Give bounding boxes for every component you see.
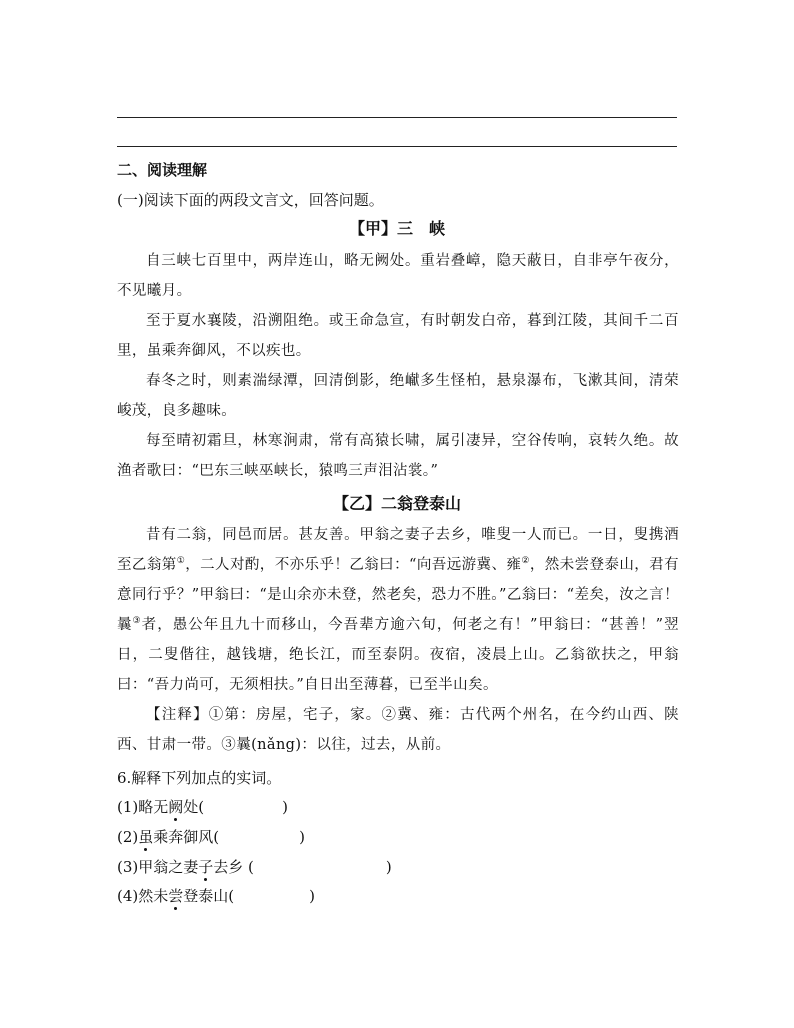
- passage-b-text-3: ，然未尝登泰山，君有意同行乎？”甲翁曰：“是山余亦未登，然老矣，恐力不胜。”乙翁曰：“差矣，汝之言！曩: [117, 557, 680, 633]
- item-text: 然未: [138, 887, 169, 905]
- section-heading: 二、阅读理解: [117, 161, 208, 179]
- note-mark-2: ②: [521, 556, 530, 567]
- item-text: 处(: [183, 798, 205, 816]
- question-item-1: [117, 797, 288, 817]
- item-text: 去乡 (: [213, 858, 254, 876]
- passage-b-paragraph: [117, 520, 679, 700]
- item-number: (3): [117, 858, 139, 876]
- question-item-2: [117, 827, 305, 847]
- passage-b-text-1: 昔有二翁，同邑而居。甚友善。甲翁之妻子去乡，唯叟一人而已。一日，叟携酒至乙翁第: [117, 527, 679, 573]
- item-text: 登泰山(: [183, 887, 235, 905]
- passage-b-title: 【乙】二翁登泰山: [332, 494, 461, 513]
- passage-a-paragraph-2: 至于夏水襄陵，沿溯阻绝。或王命急宣，有时朝发白帝，暮到江陵，其间千二百里，虽乘奔御风，不以疾也。: [117, 313, 679, 359]
- question-item-4: [117, 886, 315, 906]
- passage-a-paragraph-4: 每至晴初霜旦，林寒涧肃，常有高猿长啸，属引凄异，空谷传响，哀转久绝。故渔者歌曰：“巴东三峡巫峡长，猿鸣三声泪沾裳。”: [117, 433, 679, 479]
- item-close-paren: ): [299, 828, 305, 846]
- item-text: 乘奔御风(: [153, 828, 220, 846]
- dotted-word: 尝: [168, 887, 184, 905]
- answer-line-2: [117, 146, 677, 147]
- item-text: 略无: [138, 798, 169, 816]
- passage-b-body: [117, 520, 679, 760]
- passage-a-paragraph-3: 春冬之时，则素湍绿潭，回清倒影，绝𪩘多生怪柏，悬泉瀑布，飞漱其间，清荣峻茂，良多趣味。: [117, 373, 679, 419]
- instruction: (一)阅读下面的两段文言文，回答问题。: [117, 191, 384, 209]
- item-close-paren: ): [309, 887, 315, 905]
- passage-a-body: [117, 246, 679, 486]
- item-number: (2): [117, 828, 139, 846]
- item-number: (1): [117, 798, 139, 816]
- answer-line-1: [117, 117, 677, 118]
- item-close-paren: ): [385, 858, 392, 876]
- passage-b-text-2: ，二人对酌，不亦乐乎！乙翁曰：“向吾远游冀、雍: [185, 557, 522, 573]
- dotted-word: 子: [198, 858, 214, 876]
- item-text: 甲翁之妻: [138, 858, 199, 876]
- annotation-notes: 【注释】①第：房屋，宅子，家。②冀、雍：古代两个州名，在今约山西、陕西、甘肃一带。③曩(nǎng)：以往，过去，从前。: [117, 707, 679, 753]
- item-number: (4): [117, 887, 139, 905]
- note-mark-1: ①: [176, 556, 186, 567]
- dotted-word: 虽: [138, 828, 154, 846]
- question-item-3: [117, 857, 392, 877]
- passage-a-title: 【甲】三 峡: [348, 219, 445, 238]
- item-close-paren: ): [282, 798, 288, 816]
- passage-b-text-4: 者，愚公年且九十而移山，今吾辈方逾六旬，何老之有！”甲翁曰：“甚善！”翌日，二叟偕往，越钱塘，绝长江，而至泰阴。夜宿，凌晨上山。乙翁欲扶之，甲翁曰：“吾力尚可，无须相扶。”自日出至薄暮，已至半山矣。: [117, 617, 680, 693]
- passage-a-paragraph-1: 自三峡七百里中，两岸连山，略无阙处。重岩叠嶂，隐天蔽日，自非亭午夜分，不见曦月。: [117, 253, 679, 299]
- note-mark-3: ③: [132, 616, 142, 627]
- question-stem: 6.解释下列加点的实词。: [117, 769, 282, 787]
- dotted-word: 阙: [168, 798, 184, 816]
